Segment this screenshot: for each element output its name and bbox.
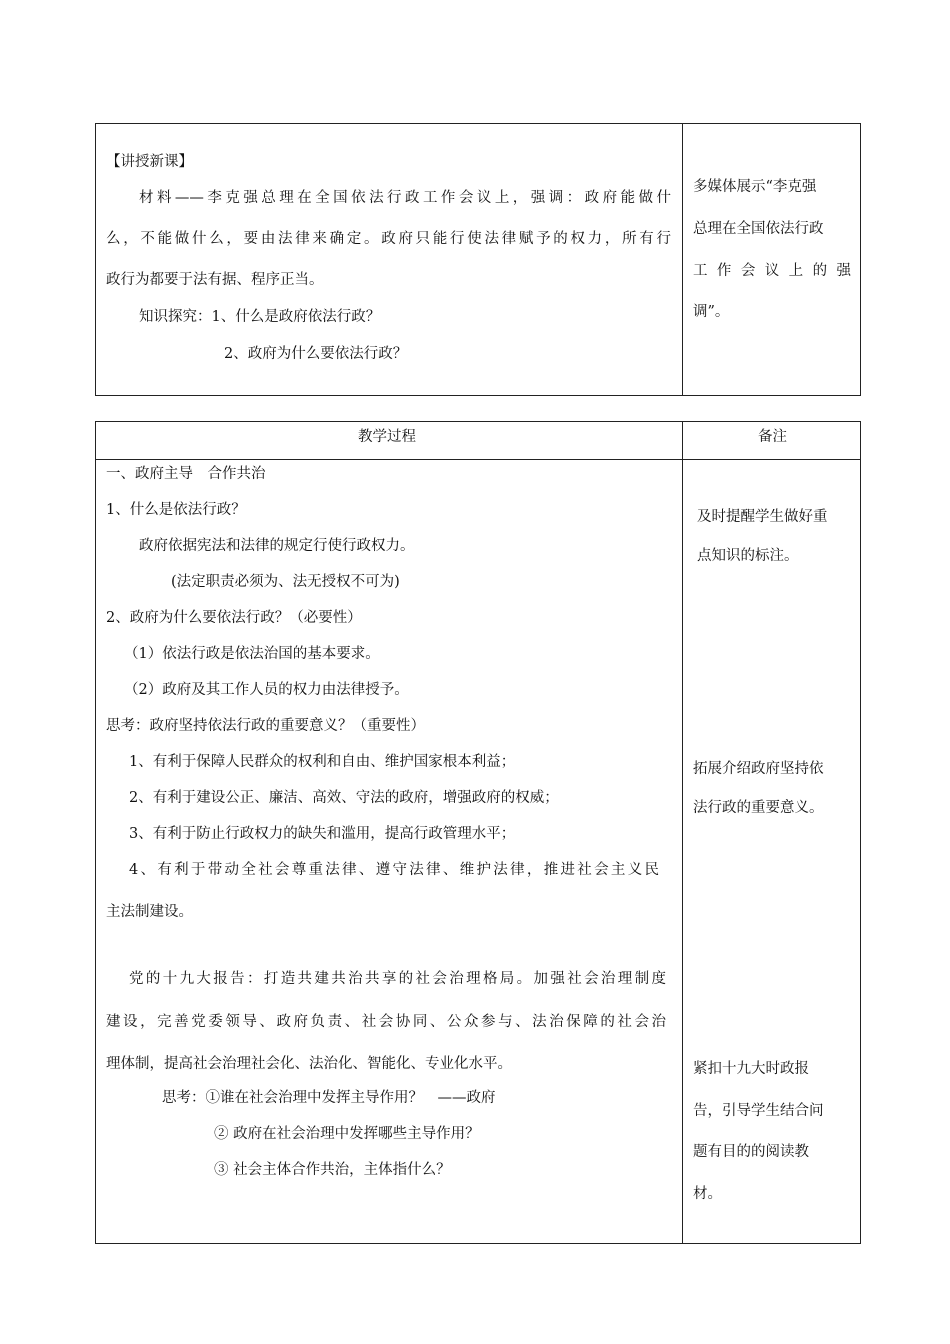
significance-2: 2、有利于建设公正、廉洁、高效、守法的政府，增强政府的权威； xyxy=(129,790,559,806)
header-process: 教学过程 xyxy=(358,429,416,445)
note-2-line-2: 法行政的重要意义。 xyxy=(693,800,824,816)
header-divider xyxy=(96,459,860,460)
significance-4-cont: 主法制建设。 xyxy=(106,904,193,920)
note-line-4: 调”。 xyxy=(693,304,730,320)
answer-1: 政府依据宪法和法律的规定行使行政权力。 xyxy=(139,538,415,554)
report-line-2: 建设，完善党委领导、政府负责、社会协同、公众参与、法治保障的社会治 xyxy=(106,1014,666,1030)
note-1-line-2: 点知识的标注。 xyxy=(697,548,799,564)
reflection-question: 思考：政府坚持依法行政的重要意义？（重要性） xyxy=(106,718,425,734)
answer-1-note: (法定职责必须为、法无授权不可为) xyxy=(171,574,400,590)
header-notes: 备注 xyxy=(758,429,787,445)
section-heading: 【讲授新课】 xyxy=(106,154,193,170)
intro-table xyxy=(95,123,861,396)
inquiry-question-2: 2、政府为什么要依法行政？ xyxy=(224,346,408,362)
note-3-line-2: 告，引导学生结合问 xyxy=(693,1103,824,1119)
material-line-2: 么，不能做什么，要由法律来确定。政府只能行使法律赋予的权力，所有行 xyxy=(106,231,671,247)
note-3-line-1: 紧扣十九大时政报 xyxy=(693,1061,809,1077)
think-question-1: 思考：①谁在社会治理中发挥主导作用？ ——政府 xyxy=(162,1090,496,1106)
note-line-1: 多媒体展示“李克强 xyxy=(693,179,817,195)
report-line-3: 理体制，提高社会治理社会化、法治化、智能化、专业化水平。 xyxy=(106,1056,512,1072)
think-question-2: ② 政府在社会治理中发挥哪些主导作用？ xyxy=(214,1126,480,1142)
section-title: 一、政府主导 合作共治 xyxy=(106,466,266,482)
significance-1: 1、有利于保障人民群众的权利和自由、维护国家根本利益； xyxy=(129,754,516,770)
material-line-3: 政行为都要于法有据、程序正当。 xyxy=(106,272,324,288)
reason-2: （2）政府及其工作人员的权力由法律授予。 xyxy=(124,682,409,698)
inquiry-question-1: 知识探究：1、什么是政府依法行政？ xyxy=(139,309,381,325)
question-2: 2、政府为什么要依法行政？（必要性） xyxy=(106,610,362,626)
note-3-line-3: 题有目的的阅读教 xyxy=(693,1144,809,1160)
think-question-3: ③ 社会主体合作共治，主体指什么？ xyxy=(214,1162,451,1178)
note-line-3: 工作会议上的强 xyxy=(693,263,851,279)
note-2-line-1: 拓展介绍政府坚持依 xyxy=(693,761,824,777)
reason-1: （1）依法行政是依法治国的基本要求。 xyxy=(124,646,380,662)
report-line-1: 党的十九大报告：打造共建共治共享的社会治理格局。加强社会治理制度 xyxy=(129,971,666,987)
process-table xyxy=(95,421,861,1244)
significance-4: 4、有利于带动全社会尊重法律、遵守法律、维护法律，推进社会主义民 xyxy=(129,862,659,878)
column-divider xyxy=(682,124,683,395)
note-line-2: 总理在全国依法行政 xyxy=(693,221,824,237)
note-1-line-1: 及时提醒学生做好重 xyxy=(697,509,828,525)
question-1: 1、什么是依法行政？ xyxy=(106,502,246,518)
significance-3: 3、有利于防止行政权力的缺失和滥用，提高行政管理水平； xyxy=(129,826,516,842)
column-divider xyxy=(682,422,683,1243)
note-3-line-4: 材。 xyxy=(693,1186,722,1202)
material-line-1: 材料——李克强总理在全国依法行政工作会议上，强调：政府能做什 xyxy=(139,190,671,206)
